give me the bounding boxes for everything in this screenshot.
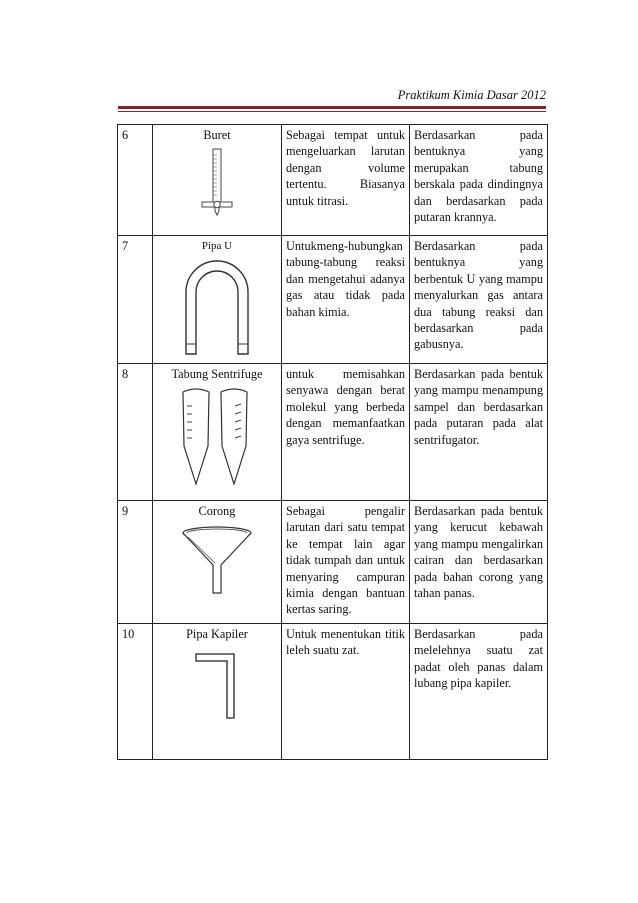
capillary-tube-icon: [192, 652, 242, 720]
equipment-name: Tabung Sentrifuge: [171, 367, 263, 381]
equipment-name-cell: [153, 236, 282, 364]
centrifuge-tube-icon: [177, 386, 257, 486]
buret-icon: [192, 147, 242, 217]
equipment-name: Pipa Kapiler: [186, 627, 248, 641]
usage-text: Untuk menentukan titik leleh suatu zat.: [282, 624, 410, 760]
equipment-name: Corong: [198, 504, 236, 518]
header-rule-thick: [118, 106, 546, 109]
row-number: 8: [118, 364, 153, 501]
table-row: [118, 125, 548, 236]
funnel-icon: [180, 523, 254, 595]
equipment-name: Pipa U: [201, 240, 233, 252]
row-number: 6: [118, 125, 153, 236]
equipment-name: Buret: [203, 128, 231, 142]
row-number: 10: [118, 624, 153, 760]
usage-text: Sebagai tempat untuk mengeluarkan larutan dengan volume tertentu. Biasanya untuk titrasi.: [282, 125, 410, 236]
running-header: Praktikum Kimia Dasar 2012: [397, 88, 546, 102]
equipment-name-cell: [153, 624, 282, 760]
table-row: [118, 236, 548, 364]
usage-text: Untukmeng-hubungkan tabung-tabung reaksi dan mengetahui adanya gas atau tidak pada bahan kimia.: [282, 236, 410, 364]
table-row: [118, 624, 548, 760]
table-row: [118, 364, 548, 501]
equipment-name-cell: [153, 501, 282, 624]
table-row: [118, 501, 548, 624]
row-number: 9: [118, 501, 153, 624]
u-tube-icon: [182, 258, 252, 358]
usage-text: untuk memisahkan senyawa dengan berat molekul yang berbeda dengan memanfaatkan gaya sentrifuge.: [282, 364, 410, 501]
usage-text: Sebagai pengalir larutan dari satu tempat ke tempat lain agar tidak tumpah dan untuk menyaring campuran kimia dengan bantuan kertas saring.: [282, 501, 410, 624]
basis-text: Berdasarkan pada bentuk yang mampu menampung sampel dan berdasarkan pada putaran pada alat sentrifugator.: [410, 364, 548, 501]
row-number: 7: [118, 236, 153, 364]
basis-text: Berdasarkan pada melelehnya suatu zat padat oleh panas dalam lubang pipa kapiler.: [410, 624, 548, 760]
basis-text: Berdasarkan pada bentuk yang kerucut kebawah yang mampu mengalirkan cairan dan berdasarkan pada bahan corong yang tahan panas.: [410, 501, 548, 624]
lab-equipment-table: [117, 124, 548, 760]
basis-text: Berdasarkan pada bentuknya yang berbentuk U yang mampu menyalurkan gas antara dua tabung reaksi dan berdasarkan pada gabusnya.: [410, 236, 548, 364]
header-rule-thin: [118, 111, 546, 112]
equipment-name-cell: [153, 125, 282, 236]
equipment-name-cell: [153, 364, 282, 501]
basis-text: Berdasarkan pada bentuknya yang merupakan tabung berskala pada dindingnya dan berdasarkan pada putaran krannya.: [410, 125, 548, 236]
